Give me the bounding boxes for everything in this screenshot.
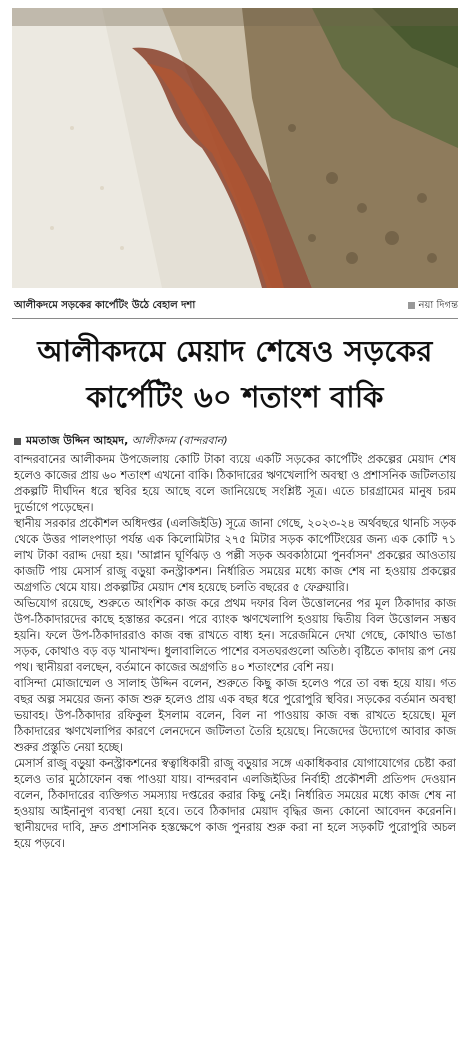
source-text: নয়া দিগন্ত: [418, 300, 458, 311]
paragraph: স্থানীয় সরকার প্রকৌশল অধিদপ্তর (এলজিইডি) সূত্রে জানা গেছে, ২০২৩-২৪ অর্থবছরে থানচি সড়ক থেকে উত্তর পালংপাড়া পর্যন্ত এক কিলোমিটার ২৭৫ মিটার সড়ক কার্পেটিংয়ের জন্য এক কোটি ৭১ লাখ টাকা বরাদ্দ দেয়া হয়। 'আপ্লান ঘূর্ণিঝড় ও পল্লী সড়ক অবকাঠামো পুনর্বাসন' প্রকল্পের আওতায় কাজটি পায় মেসার্স রাজু বড়ুয়া কনস্ট্রাকশন। নির্ধারিত সময়ের মধ্যে কাজ শেষ না হওয়ায় প্রকল্পের অগ্রগতি থেমে যায়। প্রকল্পটির মেয়াদ শেষ হয়েছে চলতি বছরের ৫ ফেব্রুয়ারি।: [14, 516, 456, 594]
article-body: [14, 451, 456, 1026]
paragraph: মেসার্স রাজু বড়ুয়া কনস্ট্রাকশনের স্বত্বাধিকারী রাজু বড়ুয়ার সঙ্গে একাধিকবার যোগাযোগের চেষ্টা করা হলেও তার মুঠোফোন বন্ধ পাওয়া যায়। বান্দরবান এলজিইডির নির্বাহী প্রকৌশলী প্রতিপদ দেওয়ান বলেন, ঠিকাদারের ব্যক্তিগত সমস্যায় দপ্তরের করার কিছু নেই। নির্ধারিত সময়ের মধ্যে কাজ শেষ না হওয়ায় আইনানুগ ব্যবস্থা নেয়া হবে। তবে ঠিকাদার মেয়াদ বৃদ্ধির জন্য কোনো আবেদন করেননি। স্থানীয়দের দাবি, দ্রুত প্রশাসনিক হস্তক্ষেপে কাজ পুনরায় শুরু করা না হলে সড়কটি পুরোপুরি অচল হয়ে পড়বে।: [14, 756, 456, 850]
byline: [14, 433, 458, 449]
news-photo: [12, 8, 458, 288]
source-square-icon: [408, 302, 415, 309]
headline-line-1: আলীকদমে মেয়াদ শেষেও সড়কের: [37, 334, 433, 368]
photo-source: [408, 298, 459, 314]
road-photo-illustration: [12, 8, 458, 288]
divider: [12, 318, 458, 319]
byline-location: আলীকদম (বান্দরবান): [131, 434, 228, 447]
paragraph: বাসিন্দা মোজাম্মেল ও সালাহ উদ্দিন বলেন, শুরুতে কিছু কাজ হলেও পরে তা বন্ধ হয়ে যায়। গত বছর অল্প সময়ের জন্য কাজ শুরু হলেও প্রায় এক বছর ধরে পুরোপুরি স্থবির। সড়কের বর্তমান অবস্থা ভয়াবহ। উপ-ঠিকাদার রফিকুল ইসলাম বলেন, বিল না পাওয়ায় কাজ বন্ধ রাখতে হয়েছে। মূল ঠিকাদারের ঋণখেলাপির কারণে লেনদেনে জটিলতা তৈরি হয়েছে। নিজেদের উদ্যোগে আবার কাজ শুরুর প্রস্তুতি নেয়া হচ্ছে।: [14, 676, 456, 754]
byline-bullet-icon: [14, 438, 21, 445]
caption-text: আলীকদমে সড়কের কার্পেটিং উঠে বেহাল দশা: [14, 300, 196, 311]
headline: [14, 328, 456, 420]
headline-line-2: কার্পেটিং ৬০ শতাংশ বাকি: [86, 380, 384, 414]
byline-author: মমতাজ উদ্দিন আহমদ,: [26, 434, 129, 447]
paragraph: বান্দরবানের আলীকদম উপজেলায় কোটি টাকা ব্যয়ে একটি সড়কের কার্পেটিং প্রকল্পের মেয়াদ শেষ হলেও কাজের প্রায় ৬০ শতাংশ এখনো বাকি। ঠিকাদারের ঋণখেলাপি অবস্থা ও প্রশাসনিক জটিলতায় প্রকল্পটি দীর্ঘদিন ধরে স্থবির হয়ে আছে বলে জানিয়েছে সংশ্লিষ্ট সূত্র। এতে চারগ্রামের মানুষ চরম দুর্ভোগে পড়েছেন।: [14, 452, 456, 514]
paragraph: অভিযোগ রয়েছে, শুরুতে আংশিক কাজ করে প্রথম দফার বিল উত্তোলনের পর মূল ঠিকাদার কাজ উপ-ঠিকাদারদের কাছে হস্তান্তর করেন। পরে ব্যাংক ঋণখেলাপি হওয়ায় দ্বিতীয় বিল উত্তোলন সম্ভব হয়নি। ফলে উপ-ঠিকাদাররাও কাজ বন্ধ রাখতে বাধ্য হন। সরেজমিনে দেখা গেছে, কোথাও ভাঙা সড়ক, কোথাও বড় বড় খানাখন্দ। ধুলাবালিতে পাশের বসতঘরগুলো অতিষ্ঠ। বৃষ্টিতে কাদায় রূপ নেয় পথ। স্থানীয়রা বলছেন, বর্তমানে কাজের অগ্রগতি ৪০ শতাংশের বেশি নয়।: [14, 596, 456, 674]
photo-caption: [14, 298, 458, 314]
